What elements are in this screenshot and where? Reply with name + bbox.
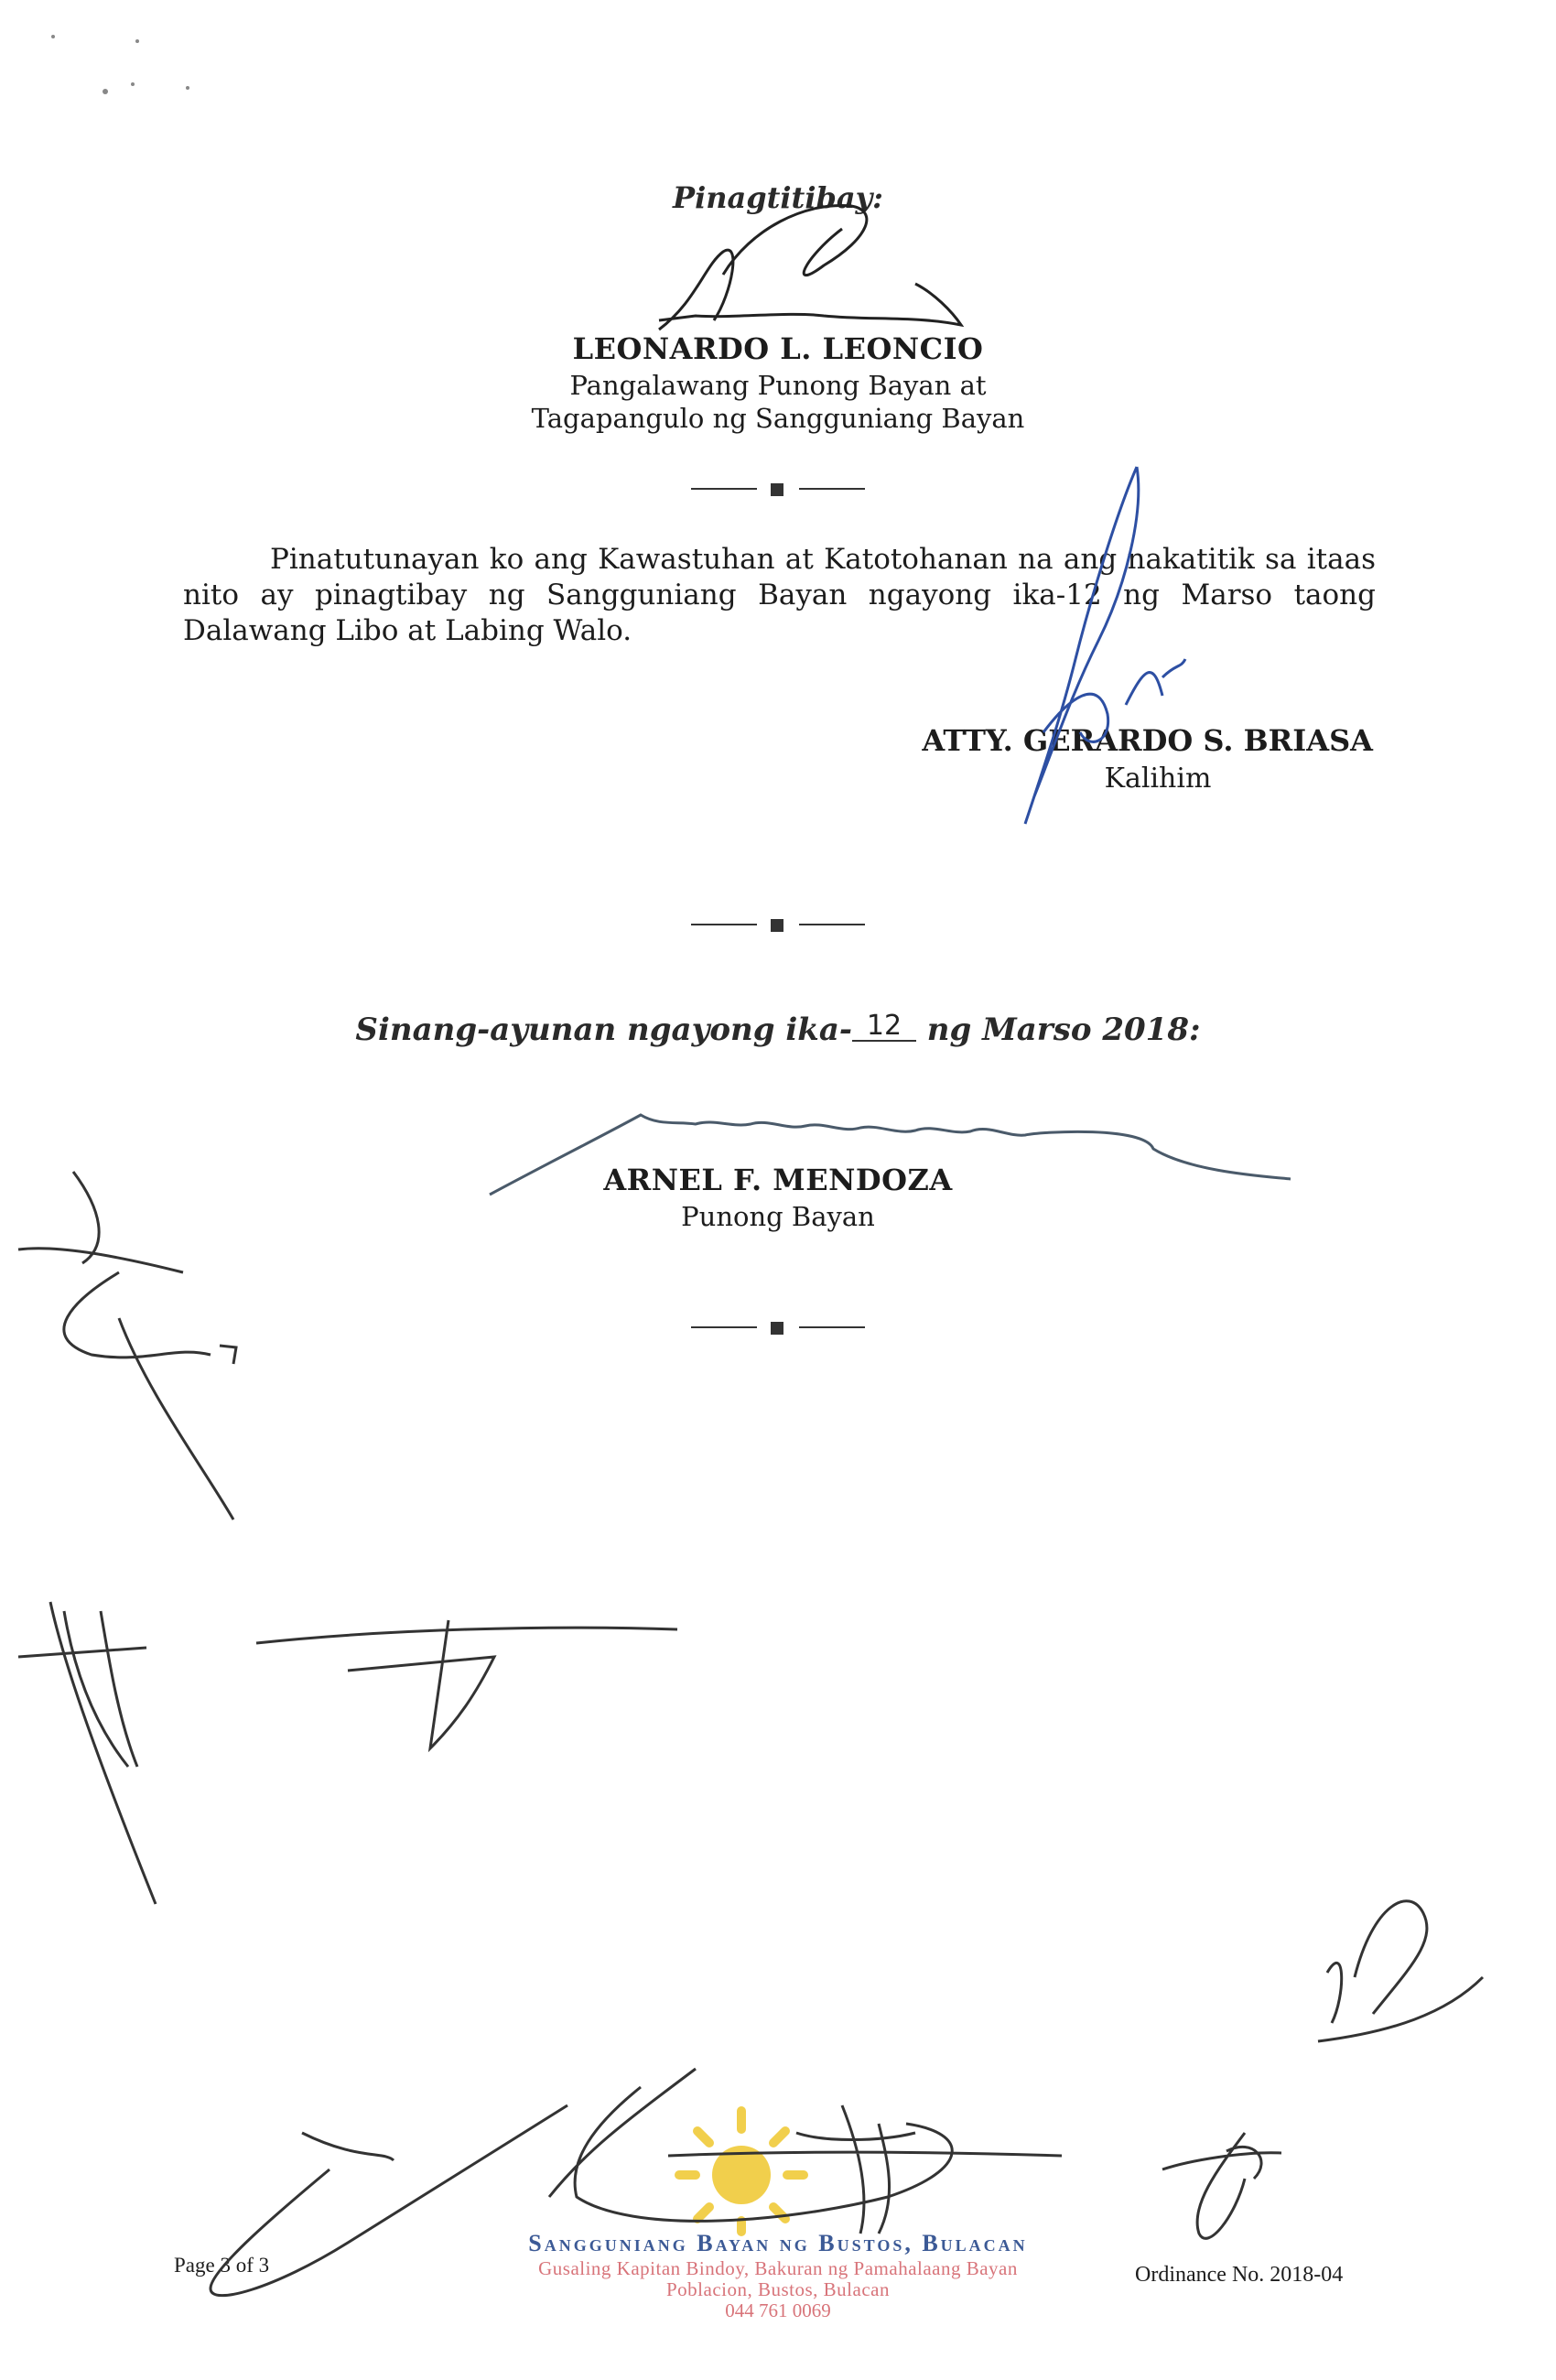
scan-specks	[51, 35, 189, 94]
vice-mayor-name: LEONARDO L. LEONCIO	[572, 331, 984, 366]
mayor-name: ARNEL F. MENDOZA	[603, 1163, 953, 1197]
seal-sun-icon	[679, 2111, 804, 2232]
margin-initial-2	[18, 1602, 677, 1904]
ordinance-number: Ordinance No. 2018-04	[1135, 2263, 1344, 2287]
concurrence-day: 12	[852, 1012, 916, 1042]
section-divider	[691, 1318, 865, 1336]
leoncio-signature	[659, 205, 961, 330]
secretary-role: Kalihim	[1104, 763, 1212, 795]
page-number: Page 3 of 3	[174, 2254, 270, 2277]
footer-address-line-2: Poblacion, Bustos, Bulacan	[666, 2278, 890, 2300]
margin-initial-6	[668, 2105, 1062, 2234]
section-divider	[691, 915, 865, 934]
margin-initial-3	[1318, 1901, 1483, 2041]
mayor-role: Punong Bayan	[681, 1201, 875, 1232]
footer-office-name: Sangguniang Bayan ng Bustos, Bulacan	[528, 2230, 1028, 2256]
footer-address-line-1: Gusaling Kapitan Bindoy, Bakuran ng Pamahalaang Bayan	[538, 2257, 1018, 2279]
margin-initial-4	[1162, 2133, 1281, 2238]
concurrence-suffix: ng Marso 2018:	[915, 1012, 1201, 1048]
concurrence-line	[0, 1012, 1556, 1048]
vice-mayor-role-line-2: Tagapangulo ng Sangguniang Bayan	[531, 403, 1025, 434]
footer-phone: 044 761 0069	[725, 2299, 831, 2321]
section-divider	[691, 480, 865, 498]
vice-mayor-role-line-1: Pangalawang Punong Bayan at	[569, 370, 987, 401]
approval-heading: Pinagtitibay:	[673, 180, 883, 215]
secretary-name: ATTY. GERARDO S. BRIASA	[922, 723, 1373, 758]
certification-paragraph: Pinatutunayan ko ang Kawastuhan at Katotohanan na ang nakatitik sa itaas nito ay pinagtibay ng Sangguniang Bayan ngayong ika-12 ng Marso taong Dalawang Libo at Labing Walo.	[183, 543, 1376, 647]
concurrence-prefix: Sinang-ayunan ngayong ika-	[355, 1012, 852, 1048]
